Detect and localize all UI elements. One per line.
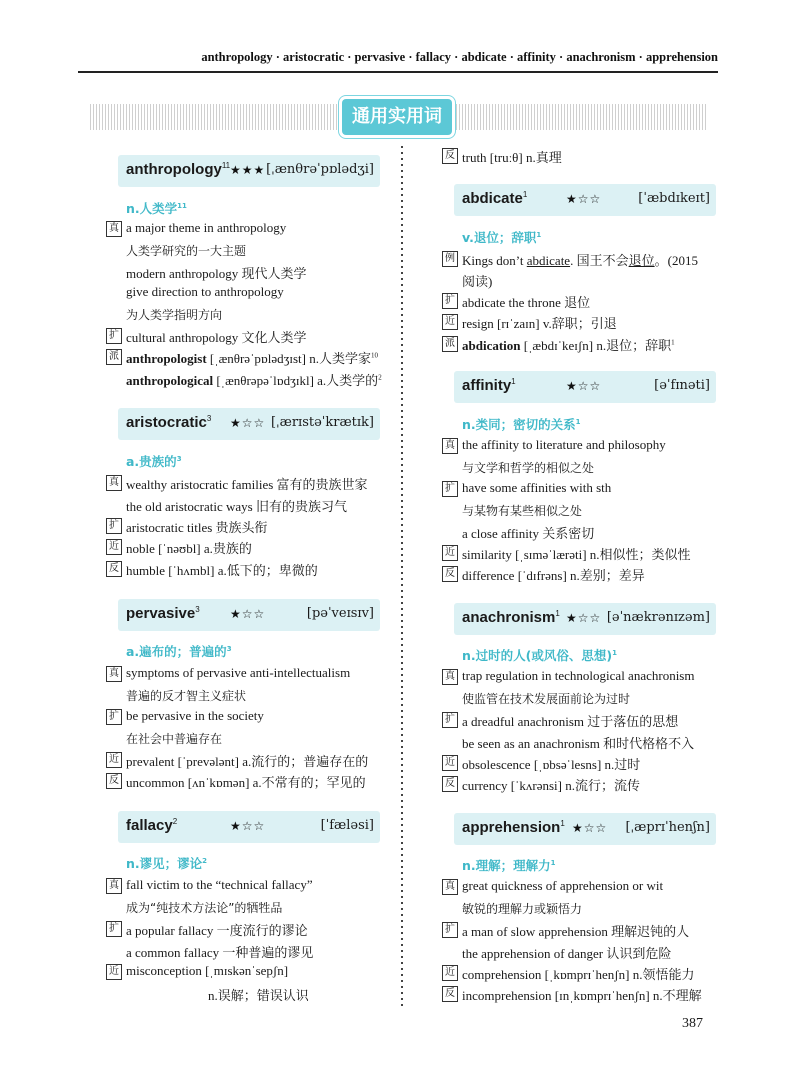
headword: anthropology$^{11}$ <box>126 161 231 178</box>
synonym-line: noble [ˈnəʊbl] a.贵族的 <box>126 541 252 556</box>
column-divider <box>401 146 403 1006</box>
part-of-speech: n.类同；密切的关系$^1$ <box>462 417 581 432</box>
example-line: Kings don’t abdicate. 国王不会退位。(2015 <box>462 253 698 268</box>
tag-fan: 反 <box>442 148 458 164</box>
example-line: give direction to anthropology <box>126 284 284 299</box>
collocation-line: a close affinity 关系密切 <box>462 526 595 541</box>
headword: apprehension$^1$ <box>462 819 565 836</box>
collocation-line: aristocratic titles 贵族头衔 <box>126 520 268 535</box>
collocation-line: have some affinities with sth <box>462 480 612 495</box>
part-of-speech: n.人类学$^{11}$ <box>126 201 187 216</box>
section-title: 通用实用词 <box>342 99 452 135</box>
translation-line: 成为“纯技术方法论”的牺牲品 <box>126 901 283 915</box>
tag-kuo: 扩 <box>106 328 122 344</box>
tag-fan: 反 <box>442 776 458 792</box>
headword: pervasive$^3$ <box>126 605 200 622</box>
antonym-line: humble [ˈhʌmbl] a.低下的；卑微的 <box>126 563 318 578</box>
synonym-line: resign [rɪˈzaɪn] v.辞职；引退 <box>462 316 617 331</box>
tag-zhen: 真 <box>106 475 122 491</box>
derivative-line: anthropologist [ˌænθrəˈpɒlədʒɪst] n.人类学家$^{10}$ <box>126 351 378 366</box>
headword: anachronism$^1$ <box>462 609 560 626</box>
part-of-speech: n.理解；理解力$^1$ <box>462 858 556 873</box>
tag-jin: 近 <box>442 314 458 330</box>
page-number: 387 <box>682 1016 703 1031</box>
tag-zhen: 真 <box>442 438 458 454</box>
tag-pai: 派 <box>442 336 458 352</box>
headword: affinity$^1$ <box>462 377 516 394</box>
collocation-line: be seen as an anachronism 和时代格格不入 <box>462 736 695 751</box>
translation-line: 为人类学指明方向 <box>126 308 223 322</box>
synonym-line: misconception [ˌmɪskənˈsepʃn] <box>126 963 289 978</box>
tag-kuo: 扩 <box>106 709 122 725</box>
headword: abdicate$^1$ <box>462 190 528 207</box>
synonym-line: obsolescence [ˌɒbsəˈlesns] n.过时 <box>462 757 641 772</box>
tag-jin: 近 <box>106 964 122 980</box>
collocation-line: a popular fallacy 一度流行的谬论 <box>126 923 308 938</box>
collocation-line: be pervasive in the society <box>126 708 264 723</box>
example-line: the old aristocratic ways 旧有的贵族习气 <box>126 499 347 514</box>
derivative-line: abdication [ˌæbdɪˈkeɪʃn] n.退位；辞职$^1$ <box>462 338 675 353</box>
antonym-line: difference [ˈdɪfrəns] n.差别；差异 <box>462 568 645 583</box>
tag-zhen: 真 <box>442 669 458 685</box>
tag-fan: 反 <box>442 566 458 582</box>
tag-fan: 反 <box>106 773 122 789</box>
tag-jin: 近 <box>442 755 458 771</box>
collocation-line: a common fallacy 一种普遍的谬见 <box>126 945 314 960</box>
star-rating: ★☆☆ <box>230 819 266 833</box>
entry-header-fallacy <box>118 811 380 843</box>
example-line: the affinity to literature and philosophy <box>462 437 666 452</box>
entry-header-apprehension <box>454 813 716 845</box>
example-line: great quickness of apprehension or wit <box>462 878 664 893</box>
star-rating: ★☆☆ <box>566 192 602 206</box>
tag-kuo: 扩 <box>106 518 122 534</box>
collocation-line: abdicate the throne 退位 <box>462 295 591 310</box>
tag-li: 例 <box>442 251 458 267</box>
header-rule <box>78 71 718 73</box>
phonetic: [ˈæbdɪkeɪt] <box>638 191 710 206</box>
synonym-line: prevalent [ˈprevələnt] a.流行的；普遍存在的 <box>126 754 369 769</box>
phonetic: [pəˈveɪsɪv] <box>306 606 374 621</box>
tag-kuo: 扩 <box>442 481 458 497</box>
collocation-line: cultural anthropology 文化人类学 <box>126 330 307 345</box>
tag-fan: 反 <box>106 561 122 577</box>
example-line: a major theme in anthropology <box>126 220 287 235</box>
entry-header-abdicate <box>454 184 716 216</box>
synonym-line: similarity [ˌsɪməˈlærəti] n.相似性；类似性 <box>462 547 691 562</box>
tag-zhen: 真 <box>442 879 458 895</box>
tag-pai: 派 <box>106 349 122 365</box>
translation-line: 与文学和哲学的相似之处 <box>462 461 595 475</box>
example-line: modern anthropology 现代人类学 <box>126 266 307 281</box>
antonym-line: truth [truːθ] n.真理 <box>462 150 562 165</box>
star-rating: ★☆☆ <box>566 379 602 393</box>
example-line: fall victim to the “technical fallacy” <box>126 877 313 892</box>
star-rating: ★☆☆ <box>566 611 602 625</box>
translation-line: 在社会中普遍存在 <box>126 732 223 746</box>
part-of-speech: v.退位；辞职$^1$ <box>462 230 542 245</box>
phonetic: [ˌæprɪˈhenʃn] <box>625 820 710 835</box>
collocation-line: the apprehension of danger 认识到危险 <box>462 946 672 961</box>
translation-line: 与某物有某些相似之处 <box>462 504 583 518</box>
part-of-speech: a.遍布的；普遍的$^3$ <box>126 644 232 659</box>
tag-zhen: 真 <box>106 878 122 894</box>
phonetic: [ˌænθrəˈpɒlədʒi] <box>266 162 374 177</box>
entry-header-anachronism <box>454 603 716 635</box>
entry-header-anthropology <box>118 155 380 187</box>
translation-line: 使监管在技术发展面前论为过时 <box>462 692 631 706</box>
collocation-line: a man of slow apprehension 理解迟钝的人 <box>462 924 690 939</box>
tag-kuo: 扩 <box>442 922 458 938</box>
tag-jin: 近 <box>442 965 458 981</box>
phonetic: [əˈnækrənɪzəm] <box>606 610 710 625</box>
collocation-line: a dreadful anachronism 过于落伍的思想 <box>462 714 679 729</box>
phonetic: [ˈfæləsi] <box>320 818 374 833</box>
phonetic: [ˌærɪstəˈkrætɪk] <box>270 415 374 430</box>
antonym-line: currency [ˈkʌrənsi] n.流行；流传 <box>462 778 640 793</box>
star-rating: ★☆☆ <box>572 821 608 835</box>
tag-zhen: 真 <box>106 221 122 237</box>
tag-jin: 近 <box>106 752 122 768</box>
tag-kuo: 扩 <box>442 293 458 309</box>
part-of-speech: n.过时的人(或风俗、思想)$^1$ <box>462 648 617 663</box>
running-header: anthropology · aristocratic · pervasive · fallacy · abdicate · affinity · anachronism · apprehension <box>201 50 718 64</box>
translation-line: 敏锐的理解力或颖悟力 <box>462 902 583 916</box>
synonym-meaning: n.误解；错误认识 <box>208 988 309 1003</box>
tag-fan: 反 <box>442 986 458 1002</box>
example-line: symptoms of pervasive anti-intellectualism <box>126 665 351 680</box>
phonetic: [əˈfɪnəti] <box>654 378 710 393</box>
tag-kuo: 扩 <box>442 712 458 728</box>
star-rating: ★☆☆ <box>230 607 266 621</box>
part-of-speech: a.贵族的$^3$ <box>126 454 182 469</box>
antonym-line: incomprehension [ɪnˌkɒmprɪˈhenʃn] n.不理解 <box>462 988 702 1003</box>
antonym-line: uncommon [ʌnˈkɒmən] a.不常有的；罕见的 <box>126 775 366 790</box>
entry-header-aristocratic <box>118 408 380 440</box>
translation-line: 人类学研究的一大主题 <box>126 244 247 258</box>
synonym-line: comprehension [ˌkɒmprɪˈhenʃn] n.领悟能力 <box>462 967 695 982</box>
translation-line: 普遍的反才智主义症状 <box>126 689 247 703</box>
star-rating: ★★★ <box>230 163 266 177</box>
headword: fallacy$^2$ <box>126 817 178 834</box>
entry-header-affinity <box>454 371 716 403</box>
star-rating: ★☆☆ <box>230 416 266 430</box>
example-line: wealthy aristocratic families 富有的贵族世家 <box>126 477 368 492</box>
tag-kuo: 扩 <box>106 921 122 937</box>
entry-header-pervasive <box>118 599 380 631</box>
example-line: trap regulation in technological anachronism <box>462 668 695 683</box>
source-line: 阅读) <box>462 274 493 289</box>
derivative-line: anthropological [ˌænθrəpəˈlɒdʒɪkl] a.人类学的$^2$ <box>126 373 382 388</box>
part-of-speech: n.谬见；谬论$^2$ <box>126 856 208 871</box>
tag-zhen: 真 <box>106 666 122 682</box>
tag-jin: 近 <box>442 545 458 561</box>
headword: aristocratic$^3$ <box>126 414 212 431</box>
tag-jin: 近 <box>106 539 122 555</box>
